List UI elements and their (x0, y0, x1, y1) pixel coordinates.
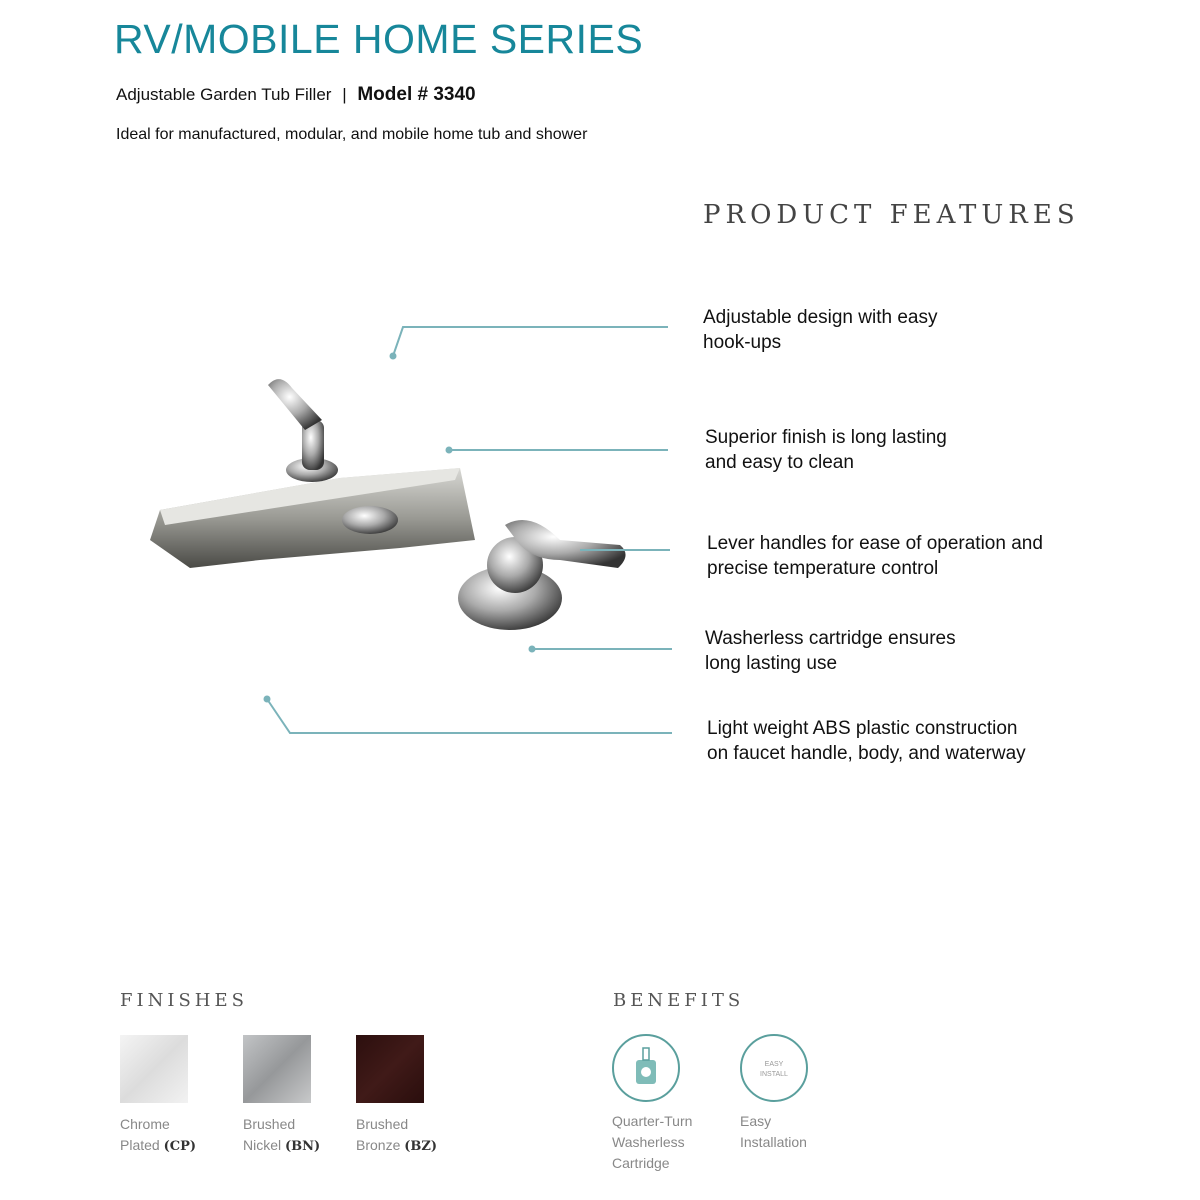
finish-label-bronze (356, 1114, 437, 1157)
feature-item-4 (705, 626, 956, 676)
feature-item-2 (705, 425, 947, 475)
callout-line-2 (446, 447, 669, 454)
finish-name: Brushed (243, 1116, 296, 1132)
product-name: Adjustable Garden Tub Filler (116, 85, 332, 104)
benefit-label-cartridge (612, 1111, 692, 1174)
tagline: Ideal for manufactured, modular, and mobile home tub and shower (116, 126, 588, 143)
finish-name: Nickel (243, 1137, 282, 1153)
finish-name: Bronze (356, 1137, 401, 1153)
feature-text: Superior finish is long lasting (705, 427, 947, 448)
feature-text: Washerless cartridge ensures (705, 628, 956, 649)
finish-label-nickel (243, 1114, 320, 1157)
benefit-text: Washerless (612, 1134, 685, 1150)
feature-text: and easy to clean (705, 452, 854, 473)
product-features-heading: PRODUCT FEATURES (703, 200, 1080, 230)
model-number: Model # 3340 (357, 84, 476, 105)
easy-install-icon-text-1: EASY (764, 1061, 784, 1068)
feature-text: hook-ups (703, 332, 782, 353)
feature-text: on faucet handle, body, and waterway (707, 743, 1026, 764)
separator: | (342, 85, 347, 104)
callout-line-4 (529, 646, 673, 653)
feature-item-3 (707, 531, 1043, 581)
finish-swatch-chrome (120, 1035, 188, 1103)
feature-text: Adjustable design with easy (703, 307, 938, 328)
finish-swatch-nickel (243, 1035, 311, 1103)
benefit-text: Cartridge (612, 1155, 670, 1171)
feature-text: Lever handles for ease of operation and (707, 533, 1043, 554)
finish-code: (BN) (285, 1139, 321, 1154)
finish-code: (CP) (163, 1139, 197, 1154)
benefit-text: Quarter-Turn (612, 1113, 693, 1129)
feature-text: long lasting use (705, 653, 838, 674)
benefit-text: Easy (740, 1113, 772, 1129)
page-title: RV/MOBILE HOME SERIES (114, 16, 644, 62)
finish-swatch-bronze (356, 1035, 424, 1103)
finishes-heading: FINISHES (120, 990, 248, 1011)
easy-install-icon-text-2: INSTALL (760, 1071, 788, 1078)
cartridge-icon (613, 1035, 679, 1101)
feature-item-1 (703, 305, 937, 355)
feature-text: precise temperature control (707, 558, 939, 579)
finish-code: (BZ) (404, 1139, 438, 1154)
callout-line-1 (390, 327, 669, 360)
finish-name: Chrome (120, 1116, 170, 1132)
faucet-right-handle (458, 520, 626, 630)
finish-label-chrome (120, 1114, 196, 1157)
feature-item-5 (707, 716, 1026, 766)
benefit-label-easy-install (740, 1111, 807, 1153)
feature-text: Light weight ABS plastic construction (707, 718, 1018, 739)
faucet-left-handle (268, 379, 338, 482)
easy-install-icon (741, 1035, 807, 1101)
benefit-text: Installation (740, 1134, 807, 1150)
finish-name: Plated (120, 1137, 160, 1153)
finish-name: Brushed (356, 1116, 409, 1132)
benefits-heading: BENEFITS (613, 990, 745, 1011)
faucet-spout (150, 468, 475, 568)
callout-line-5 (264, 696, 673, 734)
